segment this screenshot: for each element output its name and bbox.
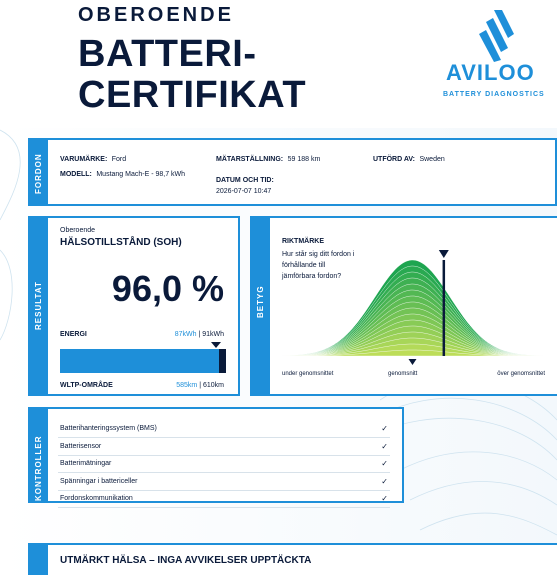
rating-section-tab xyxy=(250,216,270,396)
rating-title: RIKTMÄRKE xyxy=(282,238,324,245)
vehicle-section-label: FORDON xyxy=(34,153,43,194)
result-section-label: RESULTAT xyxy=(34,281,43,330)
control-label: Batterisensor xyxy=(60,442,102,450)
controls-section-tab xyxy=(28,407,48,503)
energy-label: ENERGI xyxy=(60,331,87,338)
summary-section-tab xyxy=(28,543,48,575)
vehicle-marker-icon xyxy=(439,250,449,258)
check-icon: ✓ xyxy=(381,424,388,433)
model-row xyxy=(60,163,185,181)
result-title: HÄLSOTILLSTÅND (SOH) xyxy=(60,237,182,248)
model-value: Mustang Mach-E - 98,7 kWh xyxy=(96,171,186,178)
energy-total: 91kWh xyxy=(202,331,224,338)
aviloo-logo-icon xyxy=(446,4,546,104)
range-current: 585km xyxy=(176,382,198,389)
vehicle-card xyxy=(48,138,557,206)
rating-card xyxy=(270,216,557,396)
result-section-tab xyxy=(28,216,48,396)
rating-section-label: BETYG xyxy=(256,285,265,318)
energy-sep: | xyxy=(196,331,203,338)
controls-section-label: KONTROLLER xyxy=(34,435,43,501)
range-sep: | xyxy=(197,382,203,389)
header xyxy=(0,0,557,128)
performed-key: UTFÖRD AV: xyxy=(373,156,415,163)
result-card xyxy=(48,216,240,396)
vehicle-section-tab xyxy=(28,138,48,206)
page-title xyxy=(78,34,306,116)
result-eyebrow: Oberoende xyxy=(60,227,96,234)
energy-values xyxy=(175,331,224,338)
control-label: Spänningar i battericeller xyxy=(60,477,138,485)
average-marker-icon xyxy=(409,359,417,365)
axis-mid-label: genomsnitt xyxy=(388,371,418,377)
distribution-chart xyxy=(270,218,555,394)
date-value: 2026-07-07 10:47 xyxy=(216,188,272,195)
axis-low-label: under genomsnittet xyxy=(282,371,334,377)
control-label: Fordonskommunikation xyxy=(60,495,133,502)
check-icon: ✓ xyxy=(381,441,388,451)
range-total: 610km xyxy=(202,382,224,389)
brand-value: Ford xyxy=(111,156,127,163)
logo-text: AVILOO xyxy=(446,60,535,85)
logo-subtitle: BATTERY DIAGNOSTICS xyxy=(443,91,545,98)
question-line-3: jämförbara fordon? xyxy=(282,273,342,280)
control-label: Batterihanteringssystem (BMS) xyxy=(60,425,157,432)
bar-marker-icon xyxy=(211,342,221,349)
control-row xyxy=(58,439,390,456)
brand-key: VARUMÄRKE: xyxy=(60,156,108,163)
date-key: DATUM OCH TID: xyxy=(216,177,274,184)
question-line-2: förhållande till xyxy=(282,262,326,269)
summary-card xyxy=(48,543,557,575)
soh-bar-fill xyxy=(60,349,219,373)
title-line-2: CERTIFIKAT xyxy=(78,74,307,116)
model-key: MODELL: xyxy=(60,171,92,178)
range-label: WLTP-OMRÅDE xyxy=(60,382,113,389)
check-icon: ✓ xyxy=(381,459,388,468)
soh-value: 96,0 % xyxy=(111,268,224,309)
control-label: Batterimätningar xyxy=(60,460,112,467)
odometer-value: 59 188 km xyxy=(287,156,321,163)
control-row xyxy=(58,474,390,491)
control-row xyxy=(58,421,390,438)
question-line-1: Hur står sig ditt fordon i xyxy=(282,251,355,258)
title-line-1: BATTERI- xyxy=(78,33,257,75)
eyebrow-text: OBEROENDE xyxy=(78,4,234,26)
performed-value: Sweden xyxy=(419,156,445,163)
range-values xyxy=(176,382,224,389)
axis-high-label: över genomsnittet xyxy=(497,371,545,377)
control-row xyxy=(58,491,390,508)
check-icon: ✓ xyxy=(381,476,388,486)
soh-bar-track xyxy=(60,349,226,373)
control-row xyxy=(58,456,390,473)
odometer-row xyxy=(216,148,320,166)
performed-row xyxy=(373,148,445,166)
check-icon: ✓ xyxy=(381,494,388,503)
odometer-key: MÄTARSTÄLLNING: xyxy=(216,156,284,163)
energy-current: 87kWh xyxy=(174,331,197,338)
summary-headline: UTMÄRKT HÄLSA – INGA AVVIKELSER UPPTÄCKTA xyxy=(60,555,312,566)
